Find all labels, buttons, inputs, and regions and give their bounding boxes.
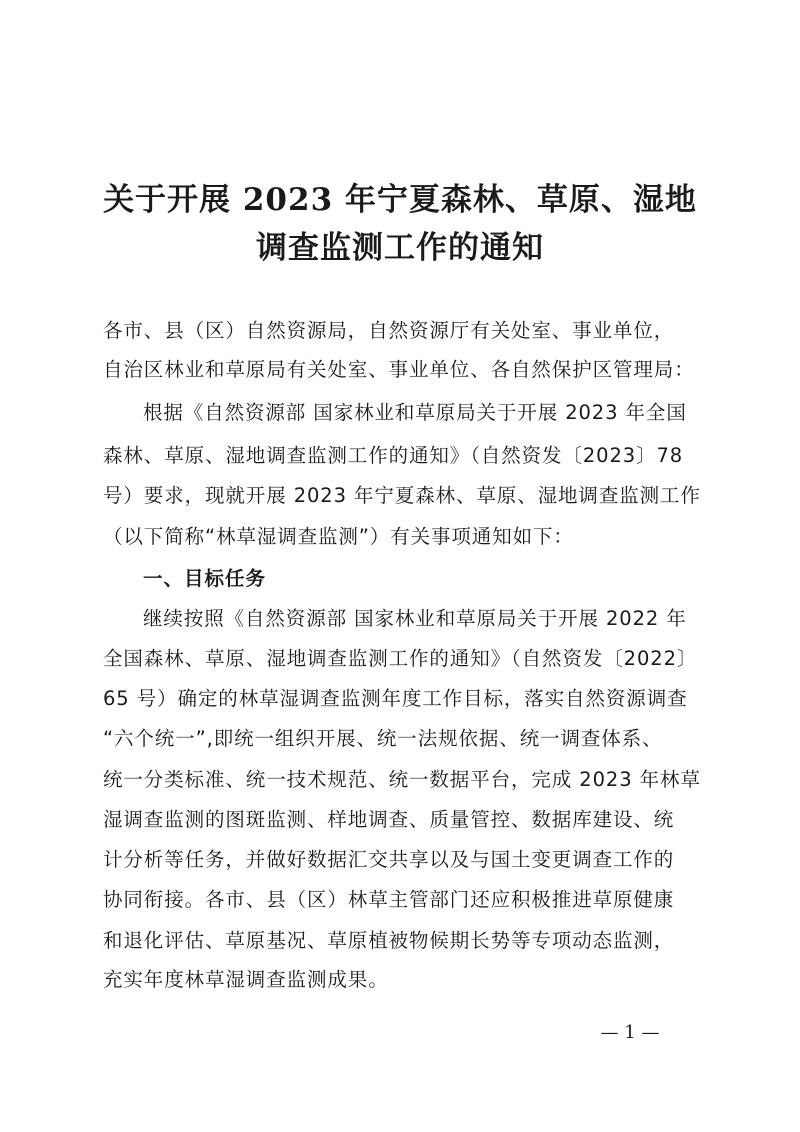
intro-line-1: 根据《自然资源部 国家林业和草原局关于开展 2023 年全国	[143, 401, 687, 424]
intro-line-4: （以下简称“林草湿调查监测”）有关事项通知如下：	[103, 525, 574, 548]
salutation-line-1: 各市、县（区）自然资源局，自然资源厅有关处室、事业单位，	[103, 319, 675, 342]
section1-line-3: 65 号）确定的林草湿调查监测年度工作目标，落实自然资源调查	[103, 687, 688, 710]
section1-line-1: 继续按照《自然资源部 国家林业和草原局关于开展 2022 年	[143, 607, 687, 630]
section1-line-4: “六个统一”,即统一组织开展、统一法规依据、统一调查体系、	[103, 727, 663, 750]
section-heading-goals: 一、目标任务	[143, 567, 267, 590]
intro-line-2: 森林、草原、湿地调查监测工作的通知》（自然资发〔2023〕78	[103, 444, 684, 467]
section1-line-9: 和退化评估、草原基况、草原植被物候期长势等专项动态监测，	[103, 929, 675, 952]
section1-line-2: 全国森林、草原、湿地调查监测工作的通知》（自然资发〔2022〕	[103, 647, 698, 670]
salutation-line-2: 自治区林业和草原局有关处室、事业单位、各自然保护区管理局：	[103, 358, 695, 381]
intro-line-3: 号）要求，现就开展 2023 年宁夏森林、草原、湿地调查监测工作	[103, 484, 701, 507]
section1-line-6: 湿调查监测的图斑监测、样地调查、质量管控、数据库建设、统	[103, 808, 675, 831]
section1-line-5: 统一分类标准、统一技术规范、统一数据平台，完成 2023 年林草	[103, 768, 701, 791]
document-title-line-1: 关于开展 2023 年宁夏森林、草原、湿地	[103, 182, 697, 218]
document-title-line-2: 调查监测工作的通知	[256, 230, 544, 266]
section1-line-7: 计分析等任务，并做好数据汇交共享以及与国土变更调查工作的	[103, 848, 675, 871]
page-number: — 1 —	[600, 1022, 660, 1043]
section1-line-10: 充实年度林草湿调查监测成果。	[103, 968, 389, 991]
section1-line-8: 协同衔接。各市、县（区）林草主管部门还应积极推进草原健康	[103, 888, 675, 911]
